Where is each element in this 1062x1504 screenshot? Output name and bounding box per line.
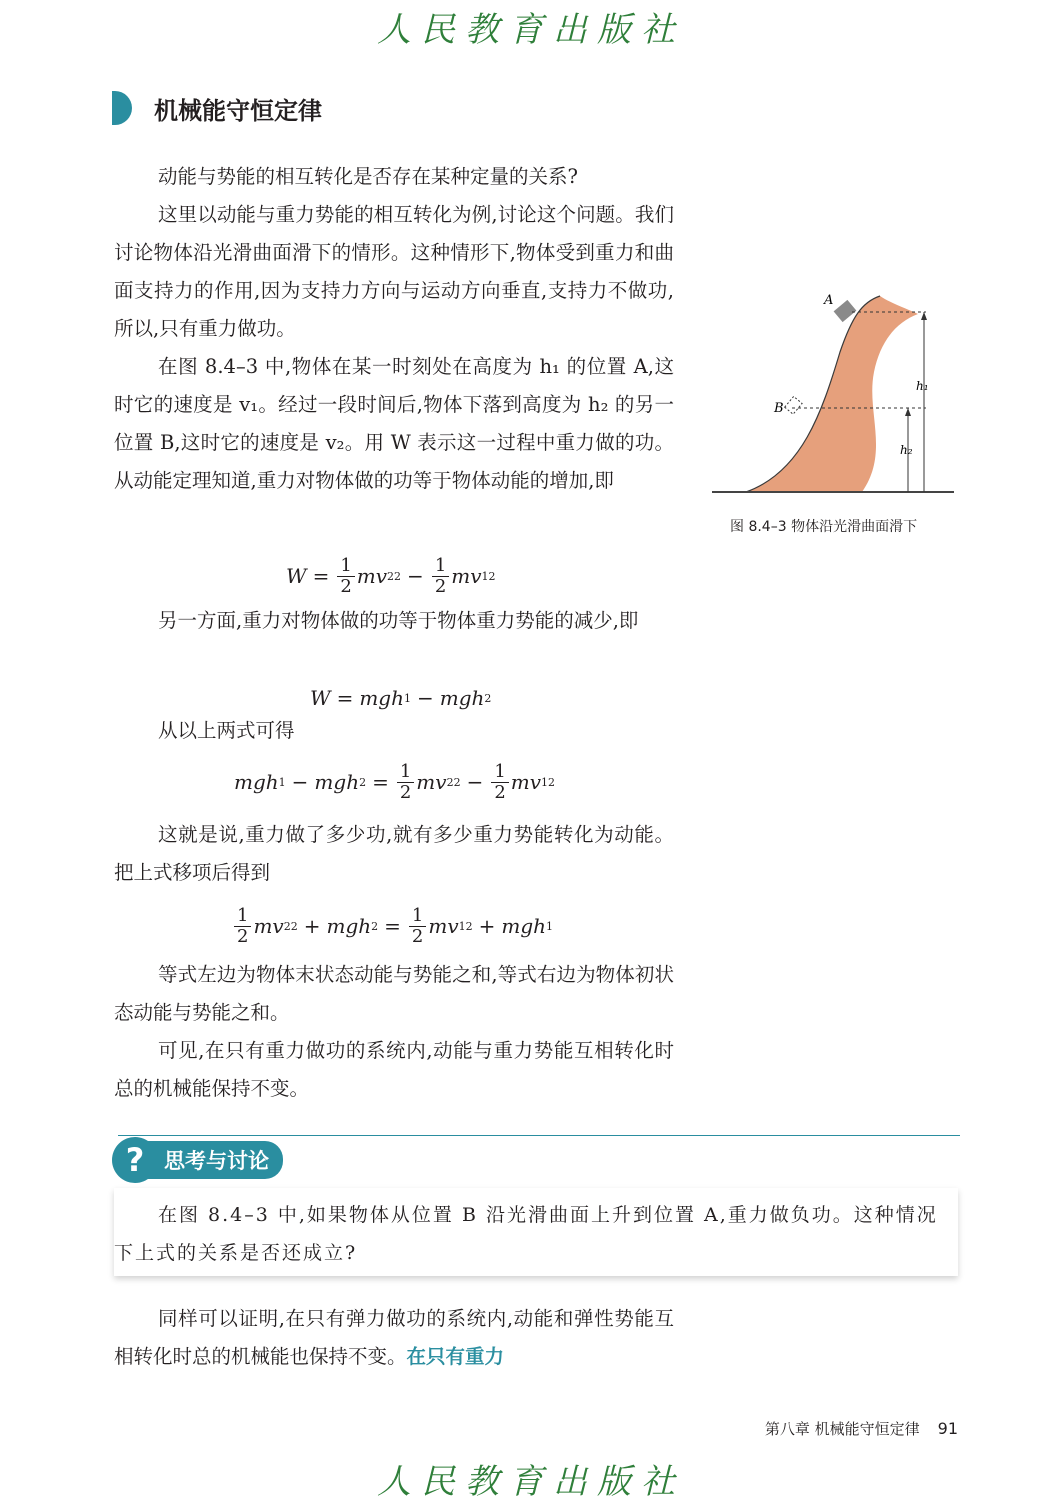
block-b-outline — [785, 396, 802, 414]
formula-combined: mgh 1 − mgh 2 = $\frac{1}{2}$ mv 2 2 − $\frac{1}{2}$ mv 1 2 — [234, 760, 556, 803]
paragraph-4: 另一方面,重力对物体做的功等于物体重力势能的减少,即 — [158, 609, 639, 632]
think-text: 在图 8.4–3 中,如果物体从位置 B 沿光滑曲面上升到位置 A,重力做负功。这种情况下上式的关系是否还成立? — [114, 1204, 938, 1264]
paragraph-9-text: 同样可以证明,在只有弹力做功的系统内,动能和弹性势能互相转化时总的机械能也保持不变。 — [114, 1307, 674, 1368]
formula-work-kinetic: W = $\frac{1}{2}$ mv 2 2 − $\frac{1}{2}$ mv 1 2 — [286, 554, 496, 597]
think-title: 思考与讨论 — [144, 1141, 283, 1179]
footer-chapter: 第八章 机械能守恒定律 — [764, 1420, 920, 1438]
publisher-logo-top: 人民教育出版社 — [377, 10, 685, 50]
h2-arrowhead — [905, 408, 911, 416]
slope-body — [746, 296, 918, 492]
figure-slide-curve — [712, 292, 958, 502]
section-marker — [112, 91, 132, 125]
formula-work-potential: W = mgh 1 − mgh 2 — [310, 686, 492, 710]
section-heading — [112, 90, 322, 126]
paragraph-6: 这就是说,重力做了多少功,就有多少重力势能转化为动能。把上式移项后得到 — [114, 823, 674, 884]
paragraph-3: 在图 8.4–3 中,物体在某一时刻处在高度为 h₁ 的位置 A,这时它的速度是 v₁。经过一段时间后,物体下落到高度为 h₂ 的另一位置 B,这时它的速度是 v₂。用 W 表示这一过程中重力做的功。从动能定理知道,重力对物体做的功等于物体动能的增加,即 — [114, 355, 674, 492]
paragraph-7: 等式左边为物体末状态动能与势能之和,等式右边为物体初状态动能与势能之和。 — [114, 963, 674, 1024]
label-b: B — [774, 401, 784, 416]
label-h2: h₂ — [900, 443, 913, 457]
paragraph-2: 这里以动能与重力势能的相互转化为例,讨论这个问题。我们讨论物体沿光滑曲面滑下的情形。这种情形下,物体受到重力和曲面支持力的作用,因为支持力方向与运动方向垂直,支持力不做功,所以,只有重力做功。 — [114, 203, 674, 340]
question-icon: ? — [112, 1137, 158, 1183]
paragraph-9-highlight: 在只有重力 — [406, 1345, 505, 1368]
paragraph-1: 动能与势能的相互转化是否存在某种定量的关系? — [158, 165, 578, 188]
think-badge — [112, 1140, 283, 1180]
figure-svg — [712, 292, 958, 502]
figure-caption: 图 8.4–3 物体沿光滑曲面滑下 — [730, 519, 918, 535]
think-divider — [118, 1135, 960, 1136]
paragraph-5: 从以上两式可得 — [158, 719, 295, 742]
formula-conservation: $\frac{1}{2}$ mv 2 2 + mgh 2 = $\frac{1}{2}$ mv 1 2 + mgh 1 — [232, 902, 553, 950]
page-number: 91 — [937, 1419, 958, 1438]
label-h1: h₁ — [916, 379, 929, 393]
block-a — [834, 300, 857, 322]
h1-arrowhead — [921, 312, 927, 320]
section-title: 机械能守恒定律 — [154, 96, 322, 125]
publisher-logo-bottom: 人民教育出版社 — [377, 1462, 685, 1502]
page-footer — [765, 1418, 958, 1439]
paragraph-8: 可见,在只有重力做功的系统内,动能与重力势能互相转化时总的机械能保持不变。 — [114, 1039, 674, 1100]
paragraph-9 — [114, 1300, 674, 1376]
label-a: A — [824, 293, 834, 308]
